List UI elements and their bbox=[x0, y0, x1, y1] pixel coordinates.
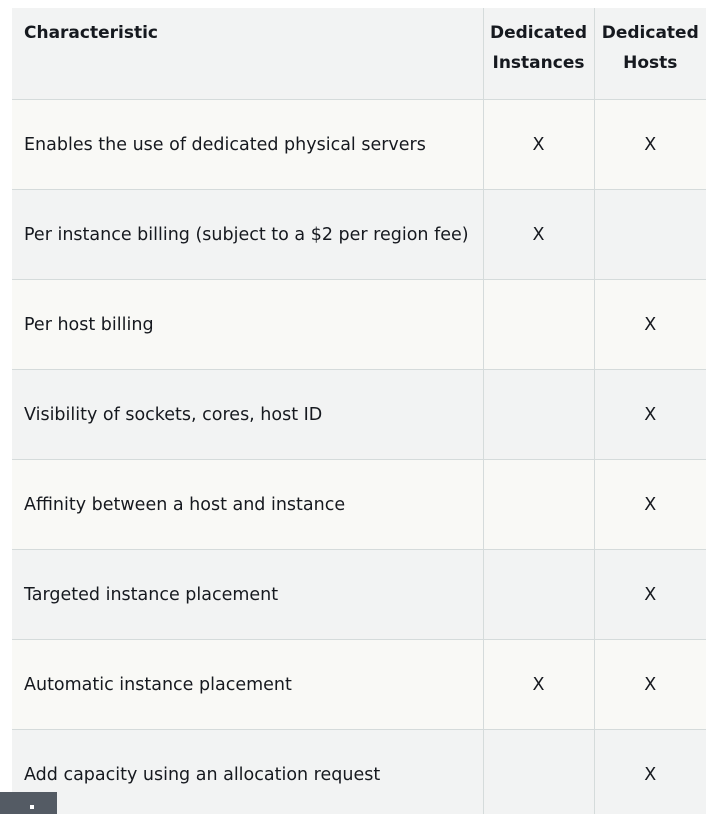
row-label: Targeted instance placement bbox=[12, 550, 483, 640]
instances-mark: X bbox=[483, 190, 594, 280]
instances-mark: X bbox=[483, 640, 594, 730]
hosts-mark: X bbox=[594, 280, 706, 370]
table-row bbox=[12, 100, 706, 190]
header-dedicated-instances-line1: Dedicated bbox=[489, 23, 587, 43]
instances-mark bbox=[483, 730, 594, 814]
header-characteristic-label: Characteristic bbox=[24, 23, 158, 43]
row-label: Automatic instance placement bbox=[12, 640, 483, 730]
table-row bbox=[12, 190, 706, 280]
hosts-mark: X bbox=[594, 640, 706, 730]
header-dedicated-instances bbox=[483, 8, 594, 100]
header-dedicated-hosts bbox=[594, 8, 706, 100]
table-row bbox=[12, 280, 706, 370]
instances-mark bbox=[483, 280, 594, 370]
hosts-mark: X bbox=[594, 100, 706, 190]
header-characteristic bbox=[12, 8, 483, 100]
feedback-widget-tab[interactable] bbox=[0, 792, 57, 814]
widget-dot-icon bbox=[30, 805, 34, 809]
instances-mark bbox=[483, 550, 594, 640]
hosts-mark: X bbox=[594, 460, 706, 550]
row-label: Per instance billing (subject to a $2 per region fee) bbox=[12, 190, 483, 280]
table-row bbox=[12, 460, 706, 550]
table-row bbox=[12, 550, 706, 640]
table-header bbox=[12, 8, 706, 100]
row-label: Affinity between a host and instance bbox=[12, 460, 483, 550]
table-row bbox=[12, 370, 706, 460]
row-label: Add capacity using an allocation request bbox=[12, 730, 483, 814]
header-row bbox=[12, 8, 706, 100]
instances-mark: X bbox=[483, 100, 594, 190]
header-dedicated-instances-line2: Instances bbox=[492, 53, 585, 73]
hosts-mark: X bbox=[594, 550, 706, 640]
hosts-mark bbox=[594, 190, 706, 280]
hosts-mark: X bbox=[594, 370, 706, 460]
table-body bbox=[12, 100, 706, 814]
instances-mark bbox=[483, 370, 594, 460]
row-label: Visibility of sockets, cores, host ID bbox=[12, 370, 483, 460]
hosts-mark: X bbox=[594, 730, 706, 814]
header-dedicated-hosts-line1: Dedicated bbox=[601, 23, 699, 43]
comparison-table bbox=[12, 8, 706, 814]
row-label: Per host billing bbox=[12, 280, 483, 370]
table-row bbox=[12, 730, 706, 814]
header-dedicated-hosts-line2: Hosts bbox=[623, 53, 678, 73]
instances-mark bbox=[483, 460, 594, 550]
table-row bbox=[12, 640, 706, 730]
row-label: Enables the use of dedicated physical servers bbox=[12, 100, 483, 190]
